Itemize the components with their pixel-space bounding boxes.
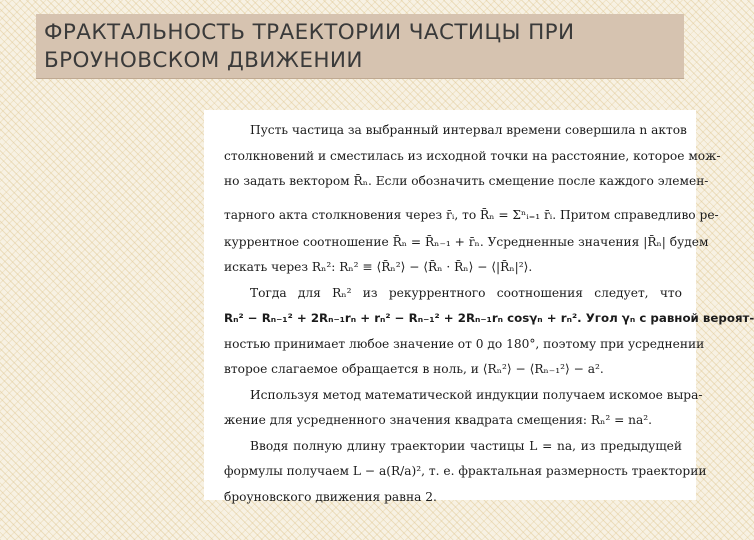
text-line-2: столкновений и сместилась из исходной точки на расстояние, которое мож-	[224, 148, 721, 163]
text-line-8: Rₙ² − Rₙ₋₁² + 2Rₙ₋₁rₙ + rₙ² − Rₙ₋₁² + 2Rₙ₋₁rₙ cosγₙ + rₙ². Угол γₙ с равной вероят-	[224, 311, 754, 325]
text-line-10: второе слагаемое обращается в ноль, и ⟨Rₙ²⟩ − ⟨Rₙ₋₁²⟩ − a².	[224, 362, 604, 376]
document-image	[204, 110, 754, 504]
text-line-6: искать через Rₙ²: Rₙ² ≡ ⟨R̄ₙ²⟩ − ⟨R̄ₙ · R̄ₙ⟩ − ⟨|R̄ₙ|²⟩.	[224, 260, 533, 274]
text-line-11: Используя метод математической индукции получаем искомое выра-	[250, 387, 703, 402]
title-band	[36, 14, 684, 79]
text-line-9: ностью принимает любое значение от 0 до 180°, поэтому при усреднении	[224, 336, 705, 351]
text-line-7: Тогда для Rₙ² из рекуррентного соотношения следует, что	[250, 285, 682, 300]
text-line-12: жение для усредненного значения квадрата смещения: Rₙ² = na².	[224, 413, 653, 427]
text-line-1: Пусть частица за выбранный интервал времени совершила n актов	[250, 123, 687, 137]
text-line-3: но задать вектором R̄ₙ. Если обозначить смещение после каждого элемен-	[224, 174, 709, 188]
slide-title: ФРАКТАЛЬНОСТЬ ТРАЕКТОРИИ ЧАСТИЦЫ ПРИ БРОУНОВСКОМ ДВИЖЕНИИ	[44, 20, 575, 73]
text-line-4: тарного акта столкновения через r̄ᵢ, то R̄ₙ = Σⁿᵢ₌₁ r̄ᵢ. Притом справедливо ре-	[224, 207, 719, 222]
text-line-14: формулы получаем L − a(R/a)², т. е. фрактальная размерность траектории	[224, 464, 707, 478]
text-line-15: броуновского движения равна 2.	[224, 489, 437, 504]
text-line-5: куррентное соотношение R̄ₙ = R̄ₙ₋₁ + r̄ₙ. Усредненные значения |R̄ₙ| будем	[224, 234, 709, 249]
text-line-13: Вводя полную длину траектории частицы L = na, из предыдущей	[250, 438, 682, 453]
